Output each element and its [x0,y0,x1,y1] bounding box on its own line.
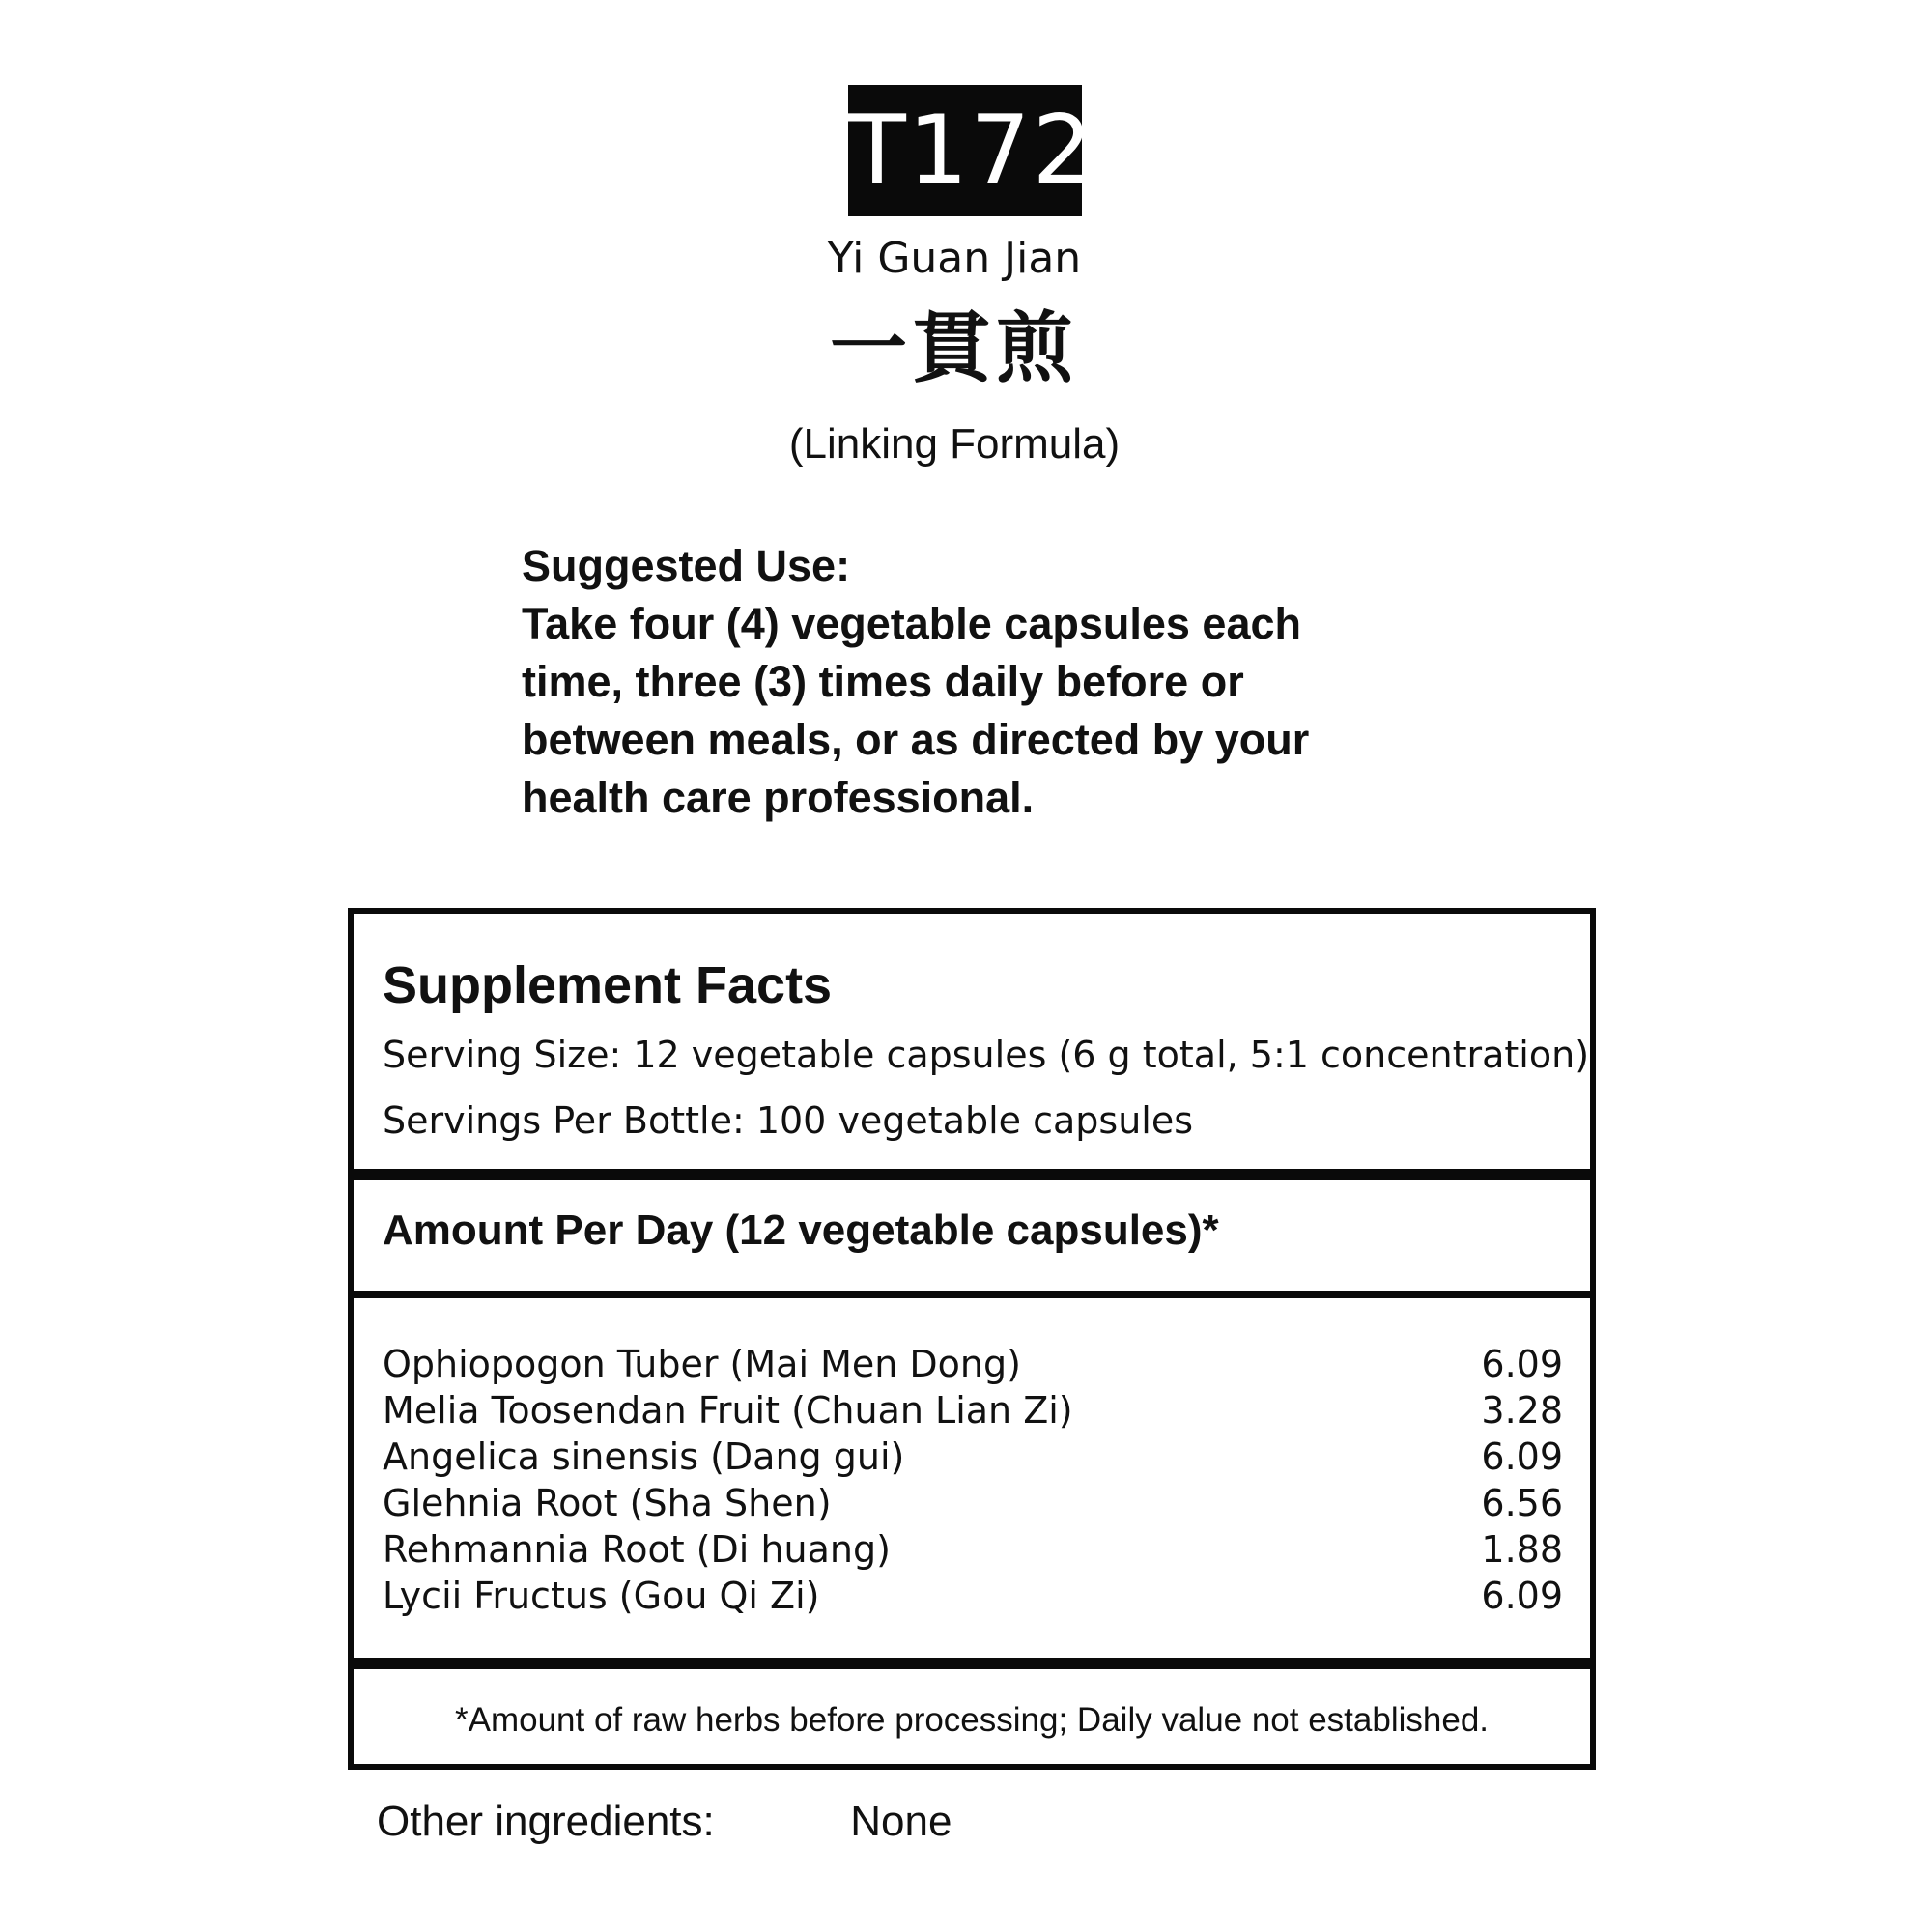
ingredient-list [383,1341,1563,1619]
ingredient-amount: 1.88 [1481,1528,1563,1571]
ingredient-row [383,1387,1563,1434]
ingredient-row [383,1480,1563,1526]
english-name: (Linking Formula) [788,420,1121,468]
suggested-use-section [522,537,1391,827]
ingredient-row [383,1573,1563,1619]
ingredient-amount: 6.09 [1481,1343,1563,1385]
serving-size: Serving Size: 12 vegetable capsules (6 g total, 5:1 concentration) [383,1034,1590,1076]
suggested-use-text: Take four (4) vegetable capsules each time, three (3) times daily before or between meals, or as directed by your health care professional. [522,599,1310,822]
servings-per-bottle: Servings Per Bottle: 100 vegetable capsules [383,1099,1194,1142]
amount-per-day-header: Amount Per Day (12 vegetable capsules)* [383,1207,1219,1254]
ingredient-name: Angelica sinensis (Dang gui) [383,1435,905,1478]
ingredient-amount: 6.56 [1481,1482,1563,1524]
suggested-use-heading: Suggested Use: [522,541,851,590]
ingredient-name: Melia Toosendan Fruit (Chuan Lian Zi) [383,1389,1073,1432]
ingredient-amount: 6.09 [1481,1435,1563,1478]
supplement-facts-title: Supplement Facts [383,956,833,1014]
other-ingredients [377,1795,952,1849]
ingredient-name: Lycii Fructus (Gou Qi Zi) [383,1575,820,1617]
divider [354,1169,1590,1180]
other-ingredients-label: Other ingredients: [377,1798,715,1845]
ingredient-name: Glehnia Root (Sha Shen) [383,1482,832,1524]
footnote: *Amount of raw herbs before processing; Daily value not established. [454,1701,1490,1739]
ingredient-row [383,1526,1563,1573]
ingredient-row [383,1341,1563,1387]
product-code-badge: T172 [848,85,1082,216]
other-ingredients-value: None [850,1798,952,1845]
pinyin-name: Yi Guan Jian [827,234,1082,283]
ingredient-name: Rehmannia Root (Di huang) [383,1528,891,1571]
chinese-name: 一貫煎 [830,302,1079,393]
ingredient-amount: 6.09 [1481,1575,1563,1617]
divider [354,1658,1590,1669]
ingredient-row [383,1434,1563,1480]
ingredient-amount: 3.28 [1481,1389,1563,1432]
ingredient-name: Ophiopogon Tuber (Mai Men Dong) [383,1343,1021,1385]
supplement-facts-panel [348,908,1596,1770]
divider [354,1291,1590,1298]
